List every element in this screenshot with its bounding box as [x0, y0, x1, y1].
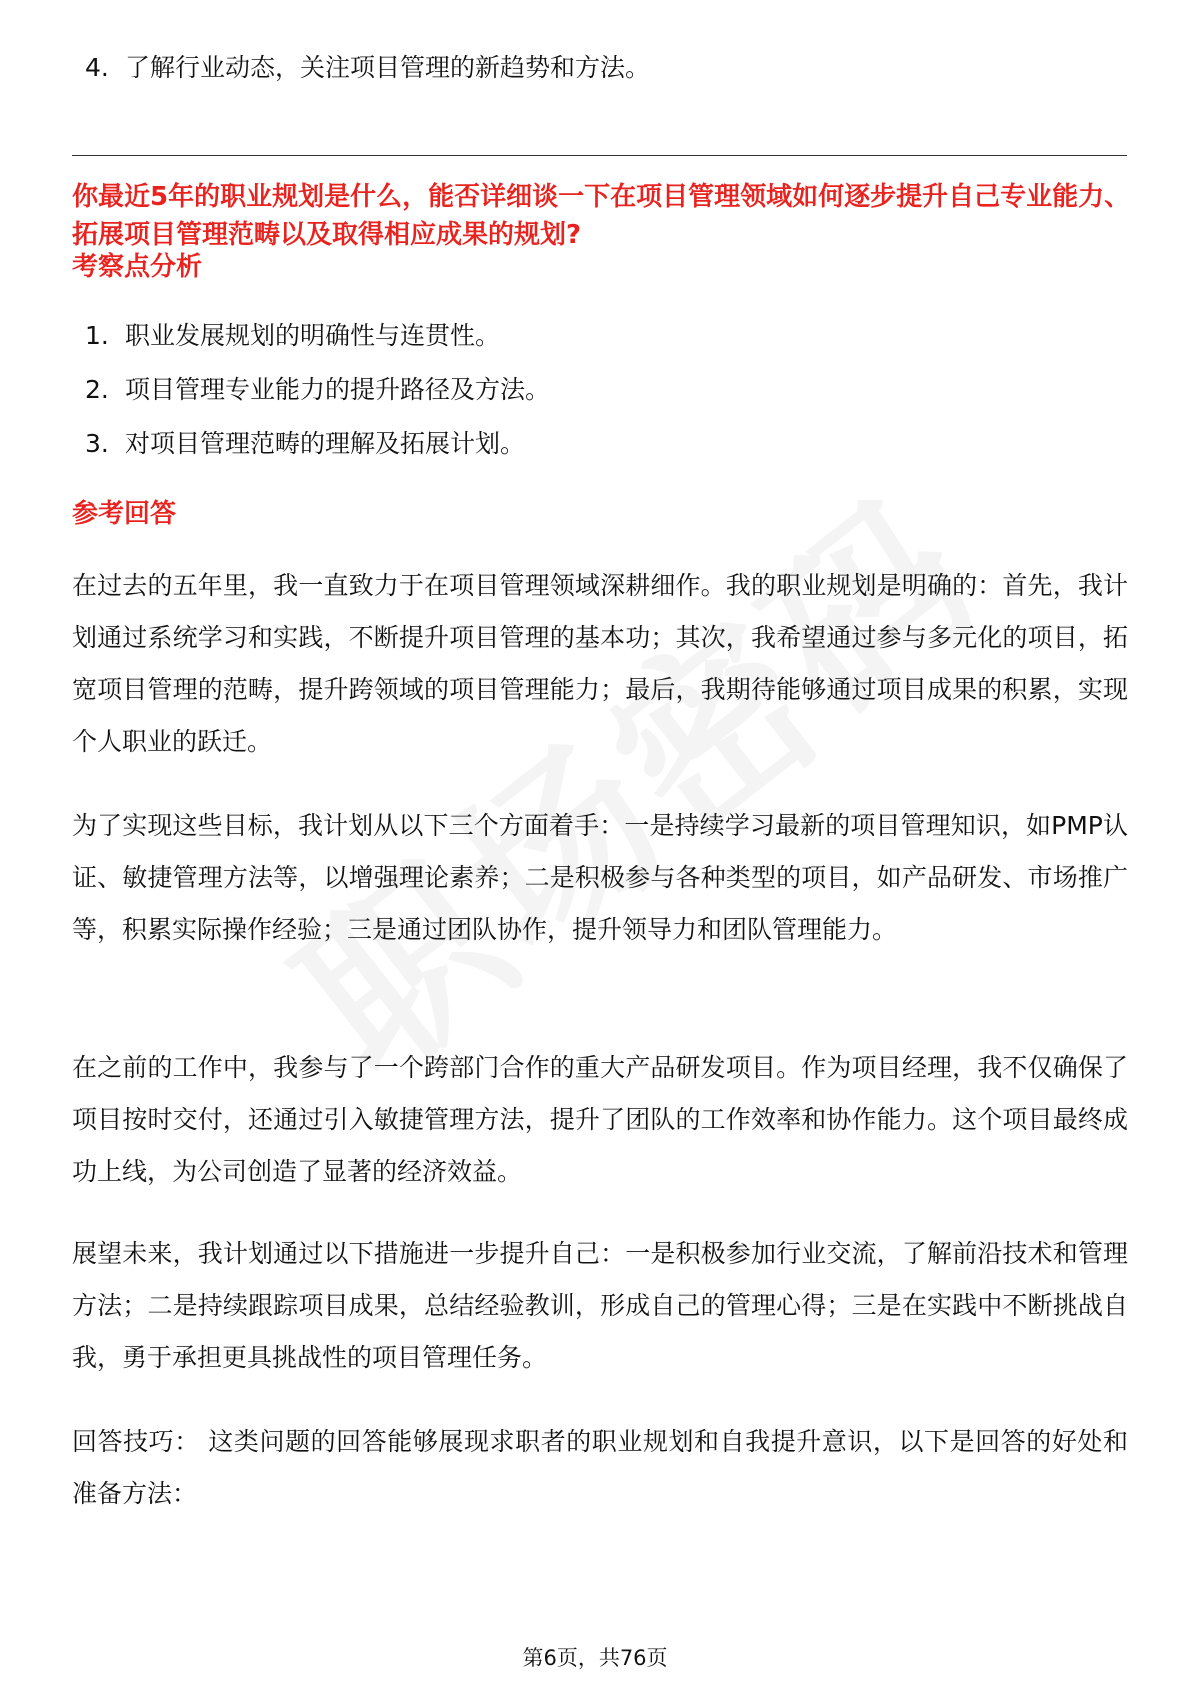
tips-paragraph: 回答技巧： 这类问题的回答能够展现求职者的职业规划和自我提升意识，以下是回答的好处和准备方法：	[72, 1427, 1128, 1508]
answer-heading: 参考回答	[72, 499, 177, 529]
page-footer: 第6页，共76页	[522, 1646, 668, 1670]
answer-paragraph: 在之前的工作中，我参与了一个跨部门合作的重大产品研发项目。作为项目经理，我不仅确保了项目按时交付，还通过引入敏捷管理方法，提升了团队的工作效率和协作能力。这个项目最终成功上线，为公司创造了显著的经济效益。	[72, 1053, 1128, 1186]
answer-paragraph: 展望未来，我计划通过以下措施进一步提升自己：一是积极参加行业交流，了解前沿技术和管理方法；二是持续跟踪项目成果，总结经验教训，形成自己的管理心得；三是在实践中不断挑战自我，勇于承担更具挑战性的项目管理任务。	[72, 1239, 1128, 1372]
list-item	[85, 426, 550, 462]
section-divider	[72, 155, 1127, 156]
list-number: 2.	[85, 375, 109, 404]
analysis-heading: 考察点分析	[72, 252, 203, 282]
answer-paragraph: 在过去的五年里，我一直致力于在项目管理领域深耕细作。我的职业规划是明确的：首先，我计划通过系统学习和实践，不断提升项目管理的基本功；其次，我希望通过参与多元化的项目，拓宽项目管理的范畴，提升跨领域的项目管理能力；最后，我期待能够通过项目成果的积累，实现个人职业的跃迁。	[72, 571, 1128, 756]
question-heading: 你最近5年的职业规划是什么，能否详细谈一下在项目管理领域如何逐步提升自己专业能力、拓展项目管理范畴以及取得相应成果的规划?	[72, 182, 1131, 250]
analysis-list	[85, 318, 550, 462]
top-list	[85, 50, 650, 86]
list-item	[85, 50, 650, 86]
list-text: 项目管理专业能力的提升路径及方法。	[125, 375, 551, 404]
list-text: 职业发展规划的明确性与连贯性。	[125, 321, 501, 350]
list-text: 对项目管理范畴的理解及拓展计划。	[125, 429, 526, 458]
list-text: 了解行业动态，关注项目管理的新趋势和方法。	[125, 53, 651, 82]
answer-paragraph: 为了实现这些目标，我计划从以下三个方面着手：一是持续学习最新的项目管理知识，如PMP认证、敏捷管理方法等，以增强理论素养；二是积极参与各种类型的项目，如产品研发、市场推广等，积累实际操作经验；三是通过团队协作，提升领导力和团队管理能力。	[72, 811, 1128, 944]
list-number: 4.	[85, 53, 109, 82]
list-number: 1.	[85, 321, 109, 350]
list-item	[85, 372, 550, 408]
list-item	[85, 318, 550, 354]
list-number: 3.	[85, 429, 109, 458]
